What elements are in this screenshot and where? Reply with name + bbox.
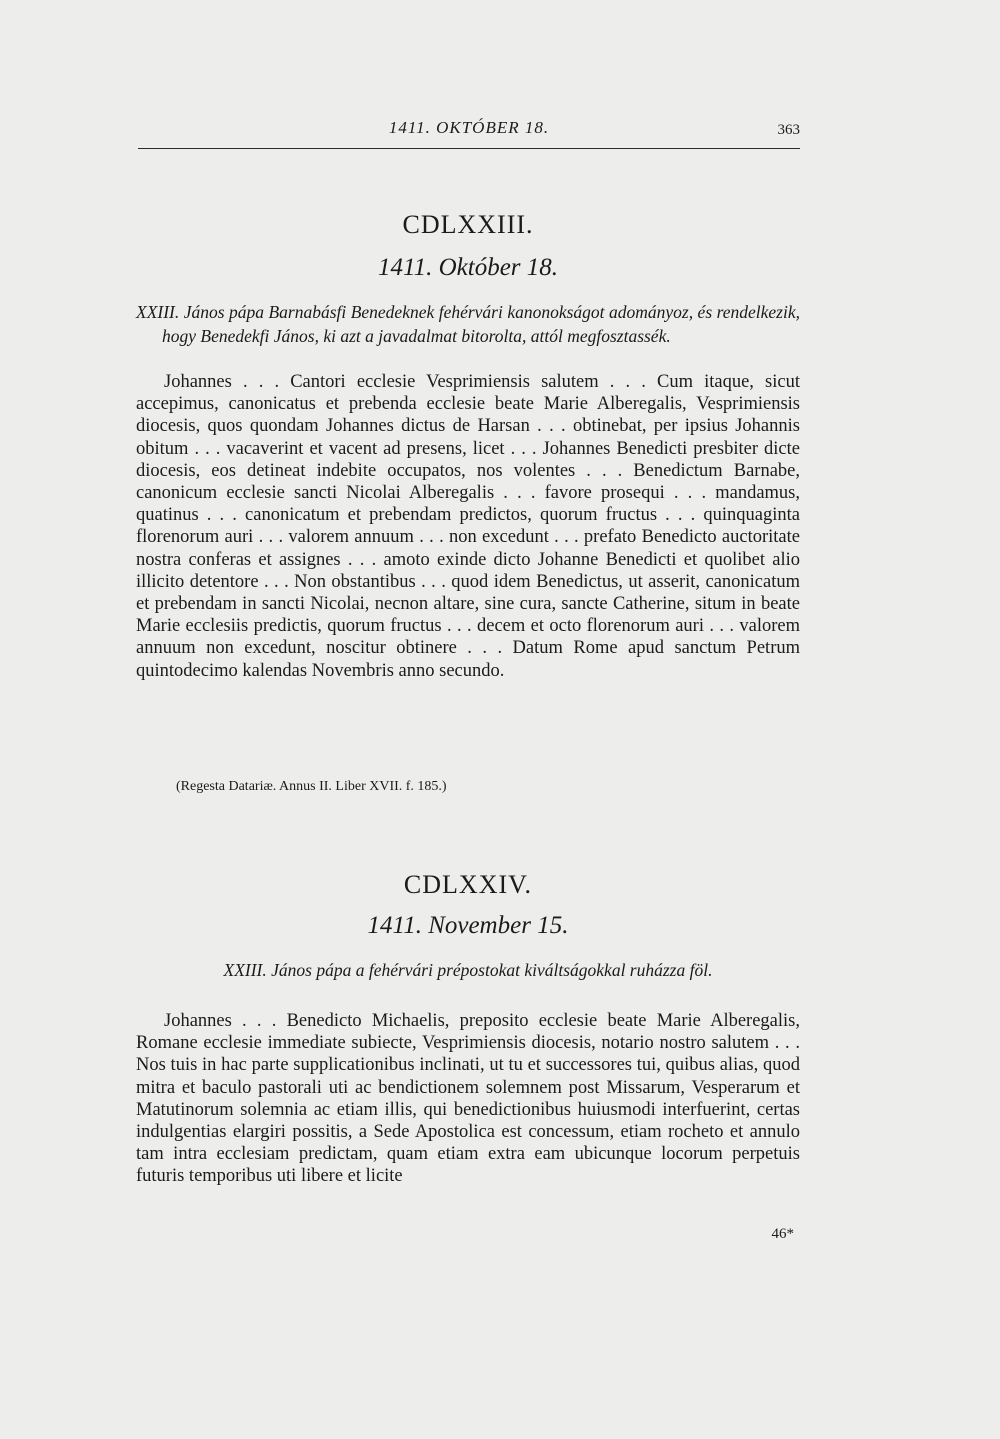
- document-date-heading: [136, 254, 800, 282]
- document-source-block: [136, 777, 800, 797]
- document-summary-block: [136, 300, 800, 348]
- document-summary: XXIII. János pápa Barnabásfi Benedeknek fehérvári kanonokságot adományoz, és rendelkezik, hogy Benedekfi János, ki azt a javadalmat bitorolta, attól megfosztassék.: [136, 302, 800, 346]
- document-text-block: [136, 1010, 800, 1188]
- page-number: 363: [777, 122, 800, 138]
- document-summary: XXIII. János pápa a fehérvári prépostokat kiváltságokkal ruházza föl.: [223, 960, 713, 980]
- document-source: (Regesta Datariæ. Annus II. Liber XVII. f. 185.): [176, 779, 447, 794]
- document-summary-block: [136, 958, 800, 982]
- signature-mark: 46*: [771, 1226, 794, 1242]
- document-number: CDLXXIII.: [402, 210, 534, 239]
- document-text-block: [136, 371, 800, 682]
- running-title: 1411. OKTÓBER 18.: [388, 118, 550, 137]
- document-number: CDLXXIV.: [403, 870, 533, 899]
- document-text: Johannes . . . Benedicto Michaelis, preposito ecclesie beate Marie Alberegalis, Romane ecclesie immediate subiecte, Vesprimiensis diocesis, notario nostro salutem . . . Nos tuis in hac parte supplicationibus inclinati, ut tu et successores tui, quibus alias, quod mitra et baculo pastorali uti ac bendictionem solemnem post Missarum, Vesperarum et Matutinorum solemnia ac etiam illis, qui benedictionibus huiusmodi interfuerint, certas indulgentias elargiri possitis, a Sede Apostolica est concessum, etiam rocheto et annulo tam intra ecclesiam predictam, quam etiam extra eam ubicunque locorum perpetuis futuris temporibus uti libere et licite: [136, 1011, 800, 1187]
- document-number-heading: [136, 210, 800, 240]
- document-text: Johannes . . . Cantori ecclesie Vesprimiensis salutem . . . Cum itaque, sicut accepimus, canonicatus et prebenda ecclesie beate Marie Alberegalis, Vesprimiensis diocesis, quos quondam Johannes dictus de Harsan . . . obtinebat, per ipsius Johannis obitum . . . vacaverint et vacent ad presens, licet . . . Johannes Benedicti presbiter dicte diocesis, eos detineat indebite occupatos, nos volentes . . . Benedictum Barnabe, canonicum ecclesie sancti Nicolai Alberegalis . . . favore prosequi . . . mandamus, quatinus . . . canonicatum et prebendam predictos, quorum fructus . . . quinquaginta florenorum auri . . . valorem annuum . . . non excedunt . . . prefato Benedicto auctoritate nostra conferas et assignes . . . amoto exinde dicto Johanne Benedicti et quolibet alio illicito detentore . . . Non obstantibus . . . quod idem Benedictus, ut asserit, canonicatum et prebendam in sancti Nicolai, necnon altare, sine cura, sancte Catherine, situm in beate Marie ecclesiis predictis, quorum fructus . . . decem et octo florenorum auri . . . valorem annuum non excedunt, noscitur obtinere . . . Datum Rome apud sanctum Petrum quintodecimo kalendas Novembris anno secundo.: [136, 372, 800, 681]
- running-head: [138, 118, 800, 149]
- document-date: 1411. Október 18.: [377, 254, 559, 281]
- document-date-heading: [136, 912, 800, 940]
- document-date: 1411. November 15.: [367, 912, 569, 939]
- document-number-heading: [136, 870, 800, 900]
